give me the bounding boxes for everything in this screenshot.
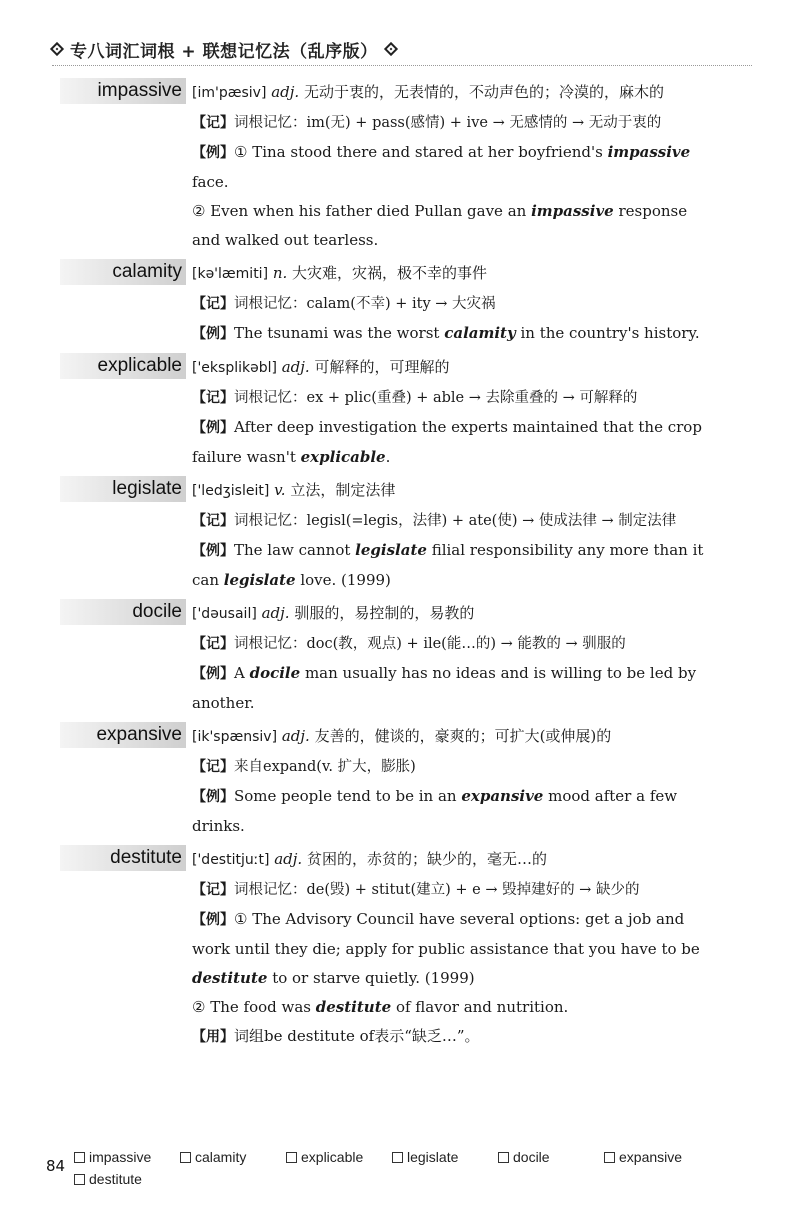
headword-emphasis: legislate — [355, 541, 427, 559]
example-tag: 【例】 — [192, 543, 234, 559]
memo-text: 词根记忆：ex + plic(重叠) + able → 去除重叠的 → 可解释的 — [234, 390, 638, 406]
checklist-label: expansive — [619, 1149, 683, 1165]
part-of-speech: v. — [274, 481, 286, 499]
example-tag: 【例】 — [192, 420, 234, 436]
memo-tag: 【记】 — [192, 115, 234, 131]
vocab-entry — [0, 353, 800, 472]
example-text: ② The food was destitute of flavor and nutrition. — [192, 998, 569, 1016]
example-text: ① The Advisory Council have several options: get a job and work until they die; apply for public assistance that you have to be destitute to or starve quietly. (1999) — [192, 910, 700, 987]
headword-emphasis: expansive — [461, 787, 544, 805]
headword: explicable — [97, 355, 182, 376]
phonetic: [ik'spænsiv] — [192, 729, 278, 745]
checklist-item[interactable] — [286, 1149, 363, 1165]
memo-line — [192, 108, 706, 138]
usage-line — [192, 1022, 706, 1052]
headword-bar — [60, 78, 186, 104]
memo-tag: 【记】 — [192, 882, 234, 898]
entry-heading — [0, 476, 800, 506]
part-of-speech: n. — [272, 264, 288, 282]
phonetic: ['destitjuːt] — [192, 852, 270, 868]
entry-heading — [0, 78, 800, 108]
checklist-item[interactable] — [498, 1149, 550, 1165]
example-tag: 【例】 — [192, 789, 234, 805]
definition: 立法，制定法律 — [290, 481, 396, 499]
part-of-speech: adj. — [274, 850, 303, 868]
checklist-label: impassive — [89, 1149, 152, 1165]
example-line — [192, 536, 706, 595]
checklist-item[interactable] — [180, 1149, 246, 1165]
phonetic: ['ledʒisleit] — [192, 483, 270, 499]
example-line — [192, 138, 706, 197]
memo-line — [192, 875, 706, 905]
memo-line — [192, 506, 706, 536]
memo-tag: 【记】 — [192, 759, 234, 775]
example-line — [192, 659, 706, 718]
definition-line — [192, 599, 706, 629]
example-tag: 【例】 — [192, 666, 234, 682]
page-header — [52, 36, 422, 62]
headword-bar — [60, 353, 186, 379]
header-divider — [52, 65, 752, 66]
headword: docile — [132, 601, 182, 622]
header-title: 专八词汇词根 + 联想记忆法（乱序版） — [70, 41, 378, 62]
memo-tag: 【记】 — [192, 296, 234, 312]
headword-bar — [60, 599, 186, 625]
headword-bar — [60, 259, 186, 285]
definition-line — [192, 259, 706, 289]
headword-emphasis: calamity — [444, 324, 516, 342]
checkbox-icon[interactable] — [286, 1152, 297, 1163]
checkbox-icon[interactable] — [498, 1152, 509, 1163]
example-line — [192, 905, 706, 993]
checklist-label: explicable — [301, 1149, 364, 1165]
part-of-speech: adj. — [271, 83, 300, 101]
headword: legislate — [112, 478, 182, 499]
definition-line — [192, 845, 706, 875]
memo-text: 词根记忆：im(无) + pass(感情) + ive → 无感情的 → 无动于衷的 — [234, 115, 662, 131]
example-text: The law cannot legislate filial responsibility any more than it can legislate love. (1999) — [192, 541, 704, 589]
entry-list — [0, 78, 800, 1056]
checkbox-icon[interactable] — [604, 1152, 615, 1163]
checklist-item[interactable] — [74, 1149, 151, 1165]
example-text: ① Tina stood there and stared at her boyfriend's impassive face. — [192, 143, 691, 191]
memo-line — [192, 629, 706, 659]
memo-text: 词根记忆：doc(教，观点) + ile(能…的) → 能教的 → 驯服的 — [234, 636, 626, 652]
example-line — [192, 319, 706, 349]
page-footer — [46, 1145, 766, 1195]
phonetic: ['dəusail] — [192, 606, 257, 622]
memo-text: 词根记忆：legisl(=legis，法律) + ate(使) → 使成法律 → 制定法律 — [234, 513, 677, 529]
entry-heading — [0, 599, 800, 629]
entry-heading — [0, 353, 800, 383]
checkbox-icon[interactable] — [392, 1152, 403, 1163]
checkbox-icon[interactable] — [74, 1174, 85, 1185]
headword-emphasis: explicable — [300, 448, 386, 466]
usage-text: 词组be destitute of表示“缺乏…”。 — [234, 1027, 480, 1045]
headword: calamity — [112, 261, 182, 282]
vocab-entry — [0, 845, 800, 1052]
headword-emphasis: impassive — [531, 202, 614, 220]
part-of-speech: adj. — [281, 727, 310, 745]
memo-tag: 【记】 — [192, 513, 234, 529]
entry-heading — [0, 722, 800, 752]
checklist-label: destitute — [89, 1171, 142, 1187]
vocab-entry — [0, 259, 800, 349]
checklist-label: legislate — [407, 1149, 459, 1165]
vocab-entry — [0, 78, 800, 255]
definition: 无动于衷的，无表情的，不动声色的；冷漠的，麻木的 — [303, 83, 664, 101]
definition: 贫困的，赤贫的；缺少的，毫无…的 — [306, 850, 547, 868]
memo-text: 词根记忆：calam(不幸) + ity → 大灾祸 — [234, 296, 496, 312]
memo-line — [192, 383, 706, 413]
example-tag: 【例】 — [192, 326, 234, 342]
headword-emphasis: legislate — [223, 571, 296, 589]
headword-emphasis: impassive — [607, 143, 691, 161]
example-text: Some people tend to be in an expansive mood after a few drinks. — [192, 787, 678, 835]
entry-heading — [0, 845, 800, 875]
example-line — [192, 993, 706, 1022]
part-of-speech: adj. — [281, 358, 310, 376]
checklist-item[interactable] — [74, 1171, 142, 1187]
entry-heading — [0, 259, 800, 289]
headword-emphasis: docile — [249, 664, 301, 682]
memo-text: 词根记忆：de(毁) + stitut(建立) + e → 毁掉建好的 → 缺少的 — [234, 882, 640, 898]
headword: impassive — [97, 80, 182, 101]
memo-line — [192, 289, 706, 319]
diamond-icon — [50, 42, 64, 56]
checkbox-icon[interactable] — [74, 1152, 85, 1163]
example-text: After deep investigation the experts maintained that the crop failure wasn't explicable. — [192, 418, 702, 466]
example-text: The tsunami was the worst calamity in the country's history. — [234, 324, 700, 342]
diamond-icon — [384, 42, 398, 56]
phonetic: [im'pæsiv] — [192, 85, 267, 101]
headword-bar — [60, 845, 186, 871]
checklist-label: docile — [513, 1149, 550, 1165]
example-text: A docile man usually has no ideas and is willing to be led by another. — [192, 664, 697, 712]
checklist-item[interactable] — [604, 1149, 682, 1165]
phonetic: [kə'læmiti] — [192, 266, 269, 282]
definition: 可解释的，可理解的 — [314, 358, 450, 376]
checklist-label: calamity — [195, 1149, 247, 1165]
headword-emphasis: destitute — [315, 998, 392, 1016]
headword: expansive — [96, 724, 182, 745]
definition-line — [192, 353, 706, 383]
memo-line — [192, 752, 706, 782]
vocab-entry — [0, 722, 800, 841]
part-of-speech: adj. — [261, 604, 290, 622]
definition-line — [192, 722, 706, 752]
example-tag: 【例】 — [192, 912, 234, 928]
example-line — [192, 197, 706, 255]
vocab-entry — [0, 476, 800, 595]
checkbox-icon[interactable] — [180, 1152, 191, 1163]
definition-line — [192, 476, 706, 506]
memo-tag: 【记】 — [192, 390, 234, 406]
vocab-entry — [0, 599, 800, 718]
example-line — [192, 413, 706, 472]
headword-bar — [60, 476, 186, 502]
example-line — [192, 782, 706, 841]
headword-emphasis: destitute — [192, 969, 268, 987]
headword-bar — [60, 722, 186, 748]
definition-line — [192, 78, 706, 108]
headword: destitute — [110, 847, 182, 868]
memo-tag: 【记】 — [192, 636, 234, 652]
definition: 驯服的，易控制的，易教的 — [294, 604, 475, 622]
definition: 友善的，健谈的，豪爽的；可扩大(或伸展)的 — [314, 727, 612, 745]
page-number: 84 — [46, 1157, 66, 1175]
example-text: ② Even when his father died Pullan gave an impassive response and walked out tearless. — [192, 202, 688, 249]
memo-text: 来自expand(v. 扩大，膨胀) — [234, 759, 416, 775]
checklist-item[interactable] — [392, 1149, 458, 1165]
example-tag: 【例】 — [192, 145, 234, 161]
usage-tag: 【用】 — [192, 1029, 234, 1045]
definition: 大灾难，灾祸，极不幸的事件 — [292, 264, 488, 282]
phonetic: ['eksplikəbl] — [192, 360, 277, 376]
